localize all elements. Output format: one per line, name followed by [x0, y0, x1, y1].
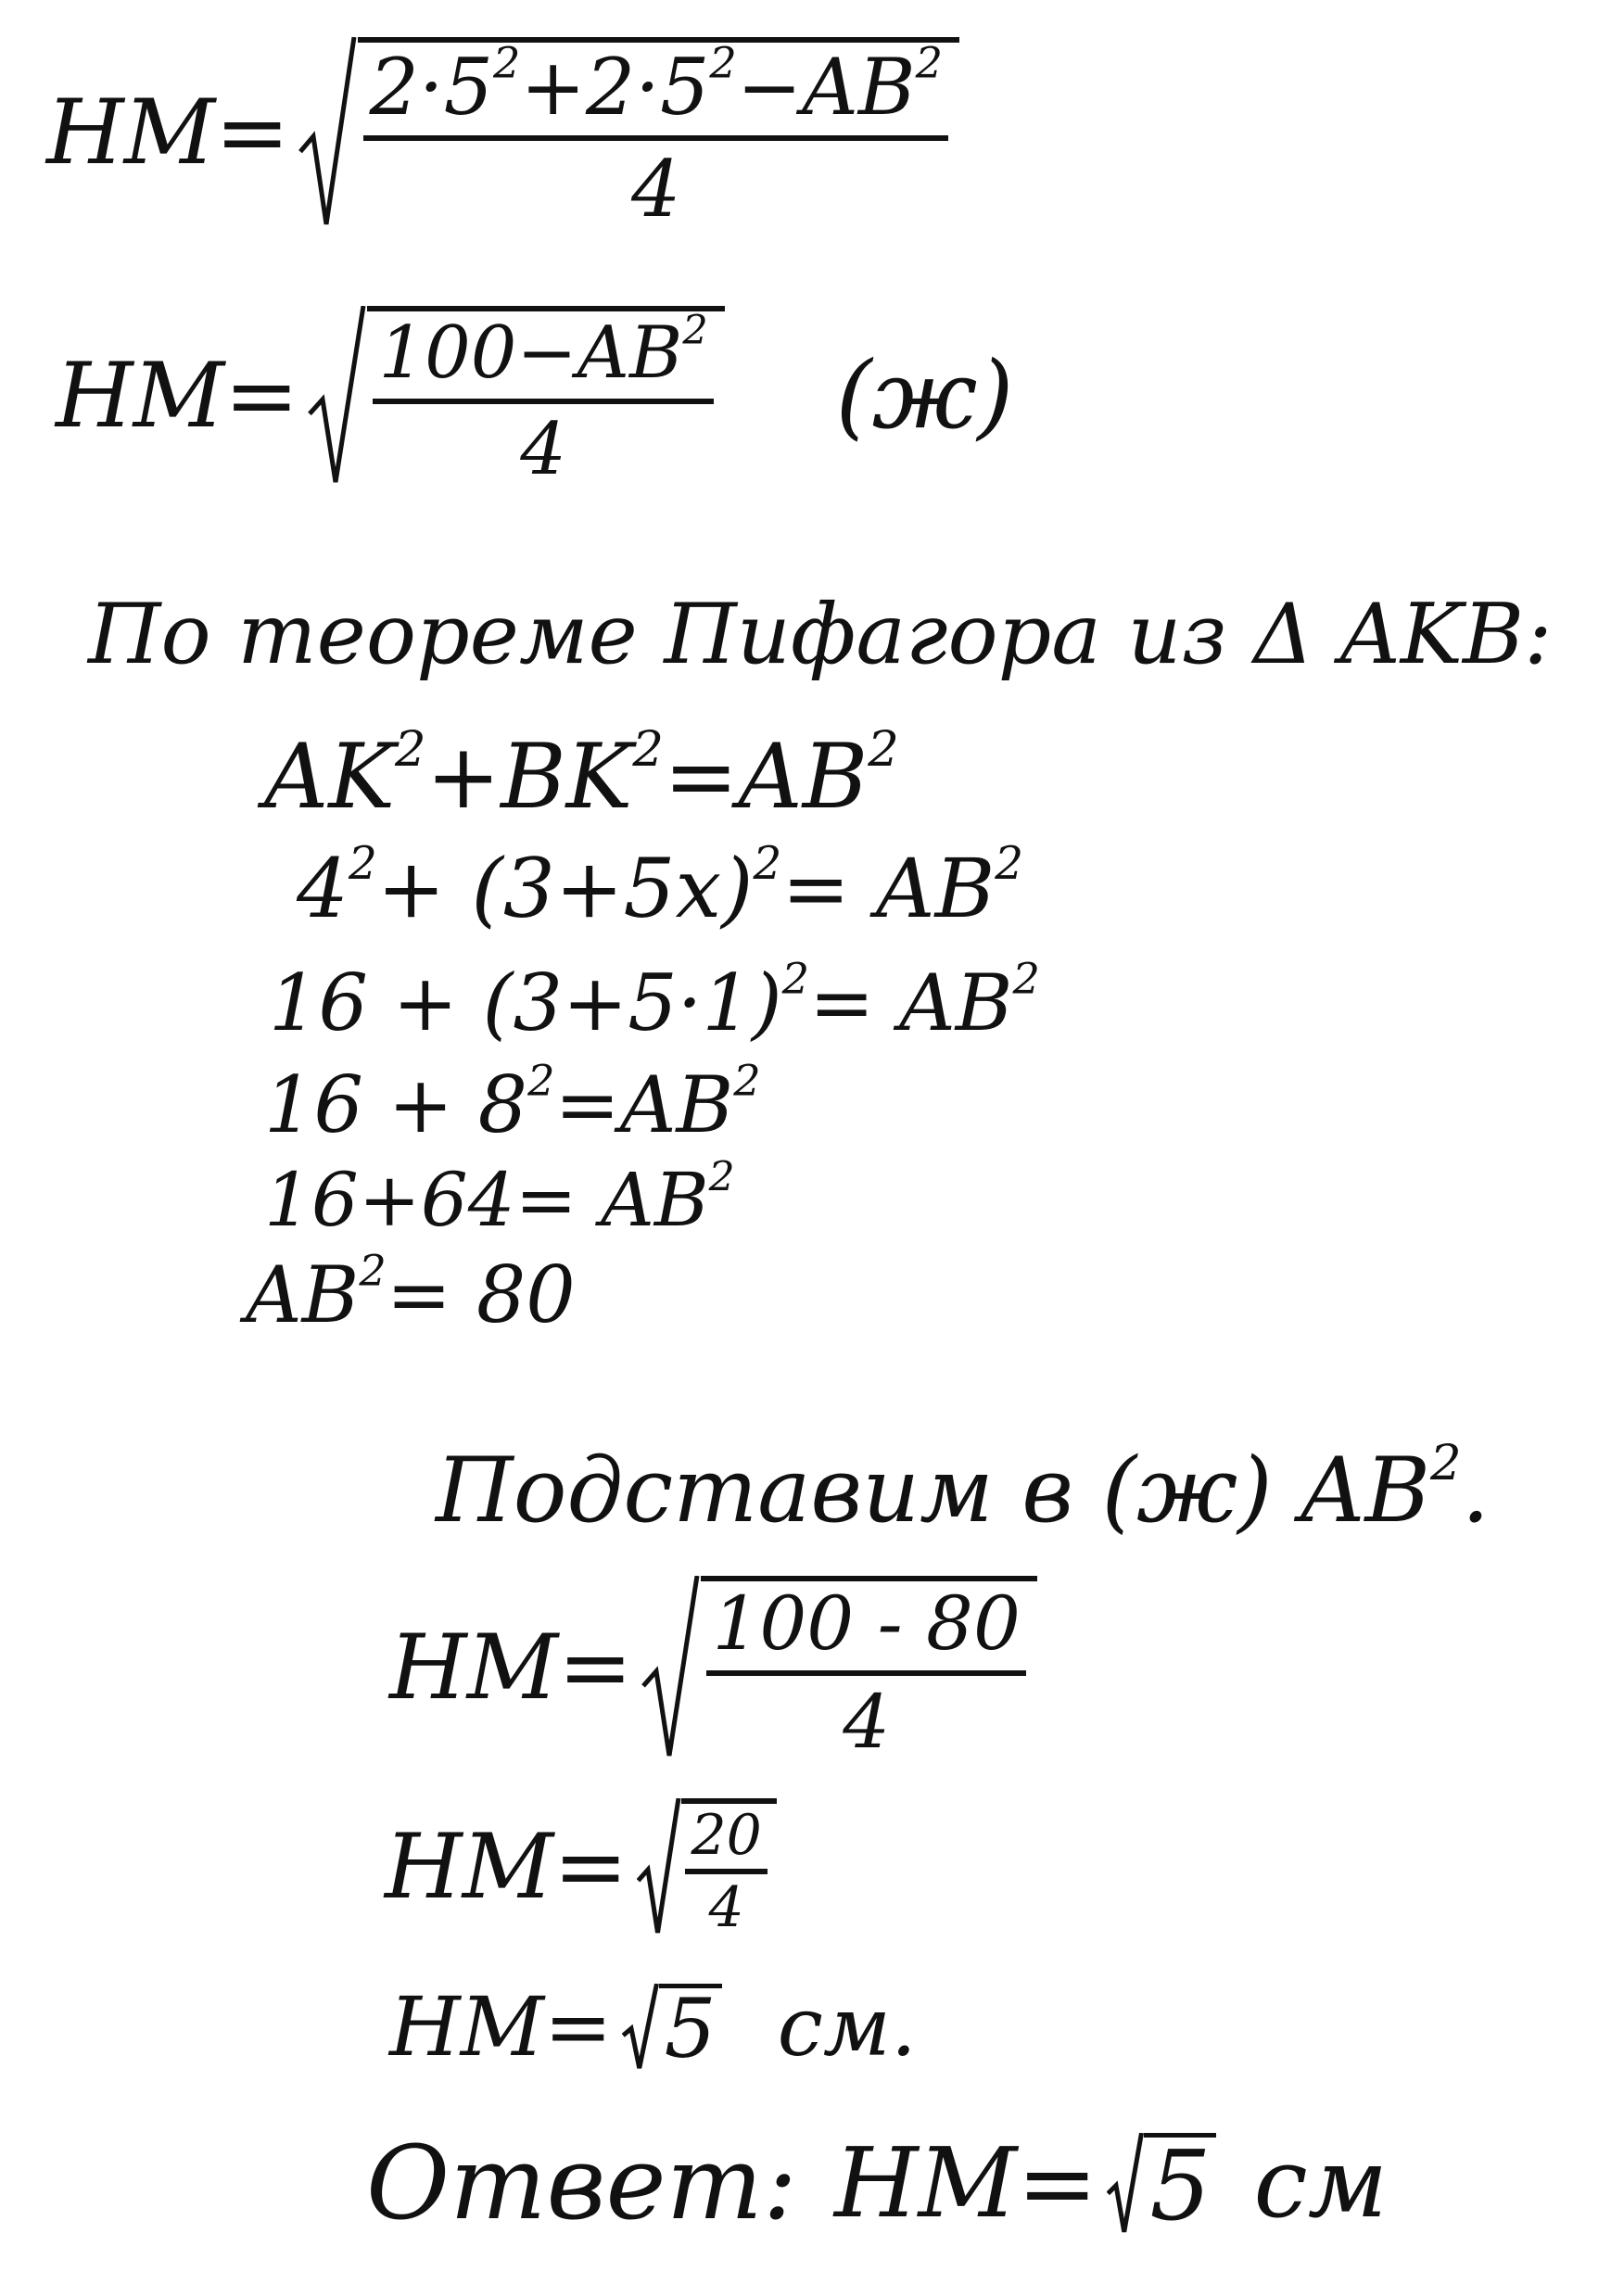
radical-sign: [641, 1576, 701, 1759]
radicand: 5: [659, 1984, 722, 2070]
denominator: 4: [708, 1875, 744, 1940]
equation-hm-substituted: [389, 1576, 1037, 1765]
substitution-line-2: $16 + (3+5\cdot 1)^2= AB^2$: [269, 953, 1040, 1048]
substitution-line-1: $4^2+ (3+5x)^2= AB^2$: [297, 837, 1024, 936]
radical-sign: [622, 1984, 659, 2070]
hm-label: HM=: [46, 81, 290, 184]
denominator: 4: [630, 144, 681, 235]
numerator: $2\cdot 5^2+2\cdot 5^2-AB^2$: [369, 37, 943, 133]
pythagoras-heading: По теореме Пифагора из Δ AKB:: [88, 586, 1553, 683]
radical-sign: [308, 306, 367, 486]
equation-hm-root-five: [389, 1978, 917, 2076]
fraction: [363, 37, 948, 235]
equation-hm-twenty-over-four: [385, 1798, 777, 1940]
hm-label: HM=: [833, 2126, 1098, 2240]
square-root: [637, 1798, 776, 1940]
unit-label: см.: [777, 1978, 917, 2075]
fraction: [685, 1803, 767, 1940]
square-root: [622, 1981, 722, 2076]
substitute-heading: Подставим в (ж) $AB^2$.: [436, 1435, 1491, 1542]
numerator: 100 - 80: [712, 1580, 1021, 1667]
hm-label: HM=: [56, 344, 299, 448]
equation-hm-simplified: [56, 306, 1014, 491]
ab-squared-result: $AB^2= 80$: [246, 1245, 576, 1340]
substitution-line-4: $16+64= AB^2$: [264, 1153, 735, 1243]
hm-label: HM=: [385, 1815, 628, 1919]
fraction: [706, 1580, 1025, 1765]
fraction: [373, 307, 713, 491]
square-root: [641, 1576, 1036, 1765]
equation-hm-general: [46, 37, 959, 235]
answer-label: Ответ:: [366, 2124, 797, 2242]
final-answer: [366, 2124, 1388, 2242]
hm-label: HM=: [389, 1978, 613, 2075]
radical-sign: [298, 37, 358, 228]
equation-mark: (ж): [835, 341, 1014, 450]
unit-label: см: [1253, 2126, 1388, 2240]
denominator: 4: [520, 408, 566, 491]
square-root: [1107, 2128, 1216, 2242]
square-root: [308, 306, 724, 491]
numerator: 20: [691, 1803, 762, 1868]
pythagoras-equation: $AK^2+BK^2=AB^2$: [264, 721, 899, 829]
hm-label: HM=: [389, 1616, 633, 1719]
radical-sign: [1107, 2133, 1144, 2234]
square-root: [298, 37, 959, 235]
numerator: $100-AB^2$: [378, 307, 708, 395]
denominator: 4: [843, 1679, 891, 1765]
radical-sign: [637, 1798, 681, 1935]
radicand: 5: [1144, 2133, 1216, 2234]
substitution-line-3: $16 + 8^2=AB^2$: [264, 1055, 761, 1150]
